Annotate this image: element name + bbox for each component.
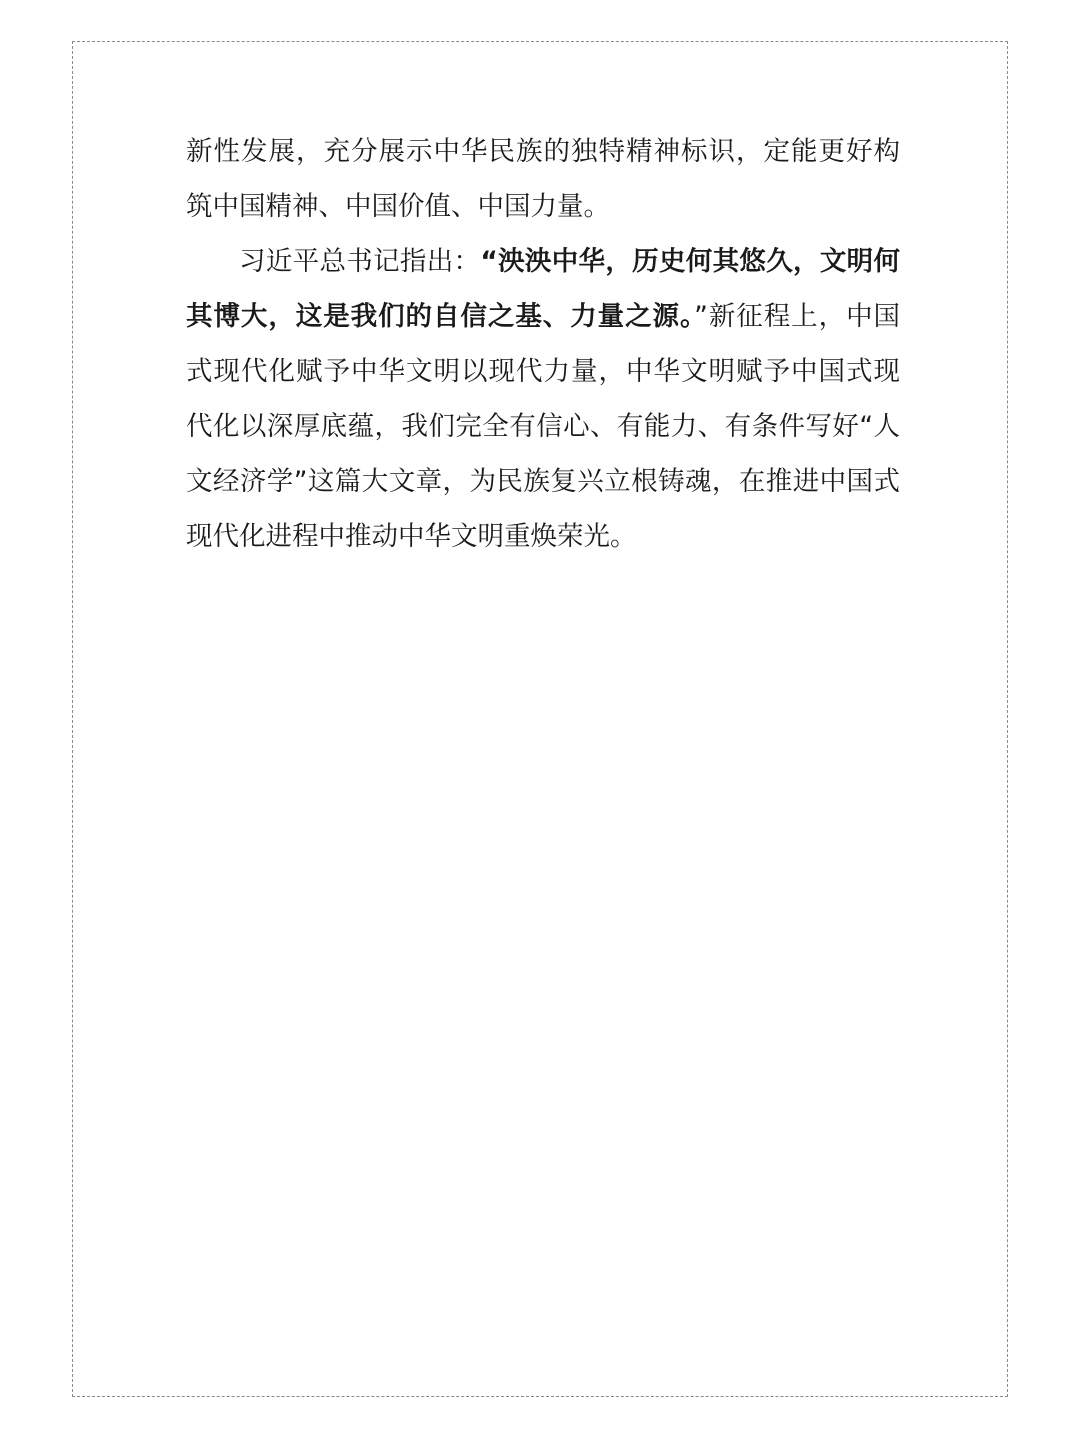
quote-intro: 习近平总书记指出： — [239, 246, 481, 277]
closing-quote-mark: ” — [694, 301, 708, 332]
bold-quote: “泱泱中华，历史何其悠久，文明何其博大，这是我们的自信之基、力量之源。 — [186, 246, 900, 332]
paragraph-quote — [186, 234, 900, 564]
document-body — [186, 124, 900, 564]
paragraph-rest: 新征程上，中国式现代化赋予中华文明以现代力量，中华文明赋予中国式现代化以深厚底蕴，我们完全有信心、有能力、有条件写好“人文经济学”这篇大文章，为民族复兴立根铸魂，在推进中国式现代化进程中推动中华文明重焕荣光。 — [186, 301, 901, 552]
document-page — [72, 41, 1008, 1397]
paragraph-continuation: 新性发展，充分展示中华民族的独特精神标识，定能更好构筑中国精神、中国价值、中国力量。 — [186, 136, 900, 222]
